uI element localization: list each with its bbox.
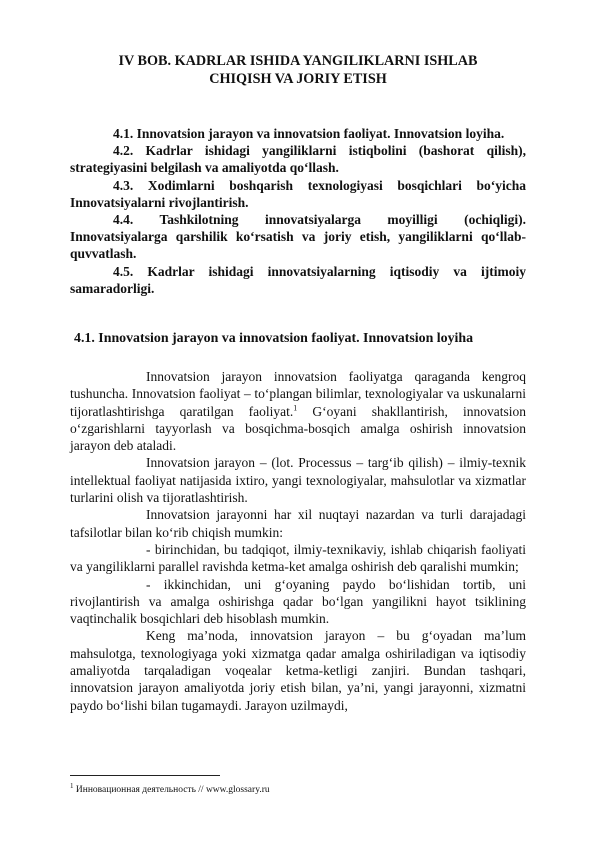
contents-item-4-2: 4.2. Kadrlar ishidagi yangiliklarni istiqbolini (bashorat qilish), strategiyasini belgilash va amaliyotda qo‘llash. [70,143,526,176]
section-body [70,368,526,714]
paragraph-5: - ikkinchidan, uni g‘oyaning paydo bo‘lishidan tortib, uni rivojlantirish va amalga oshirishga qadar bo‘lgan yangilikni hayot tsiklining vaqtinchalik bosqichlari deb hisoblash mumkin. [70,576,526,627]
paragraph-4: - birinchidan, bu tadqiqot, ilmiy-texnikaviy, ishlab chiqarish faoliyati va yangiliklarni parallel ravishda ketma-ket amalga oshirish deb qaralishi mumkin; [70,541,526,575]
paragraph-1-text-b: G‘oyani shakllantirish, innovatsion o‘zgarishlarni tayyorlash va bosqichma-bosqich amalga oshirish innovatsion jarayon deb ataladi. [70,403,526,454]
footnote-reference[interactable]: 1 [293,403,298,413]
contents-item-4-3: 4.3. Xodimlarni boshqarish texnologiyasi bosqichlari bo‘yicha Innovatsiyalarni rivojlantirish. [70,177,526,210]
paragraph-3: Innovatsion jarayonni har xil nuqtayi nazardan va turli darajadagi tafsilotlar bilan ko‘rib chiqish mumkin: [70,507,526,540]
chapter-title [70,52,526,88]
paragraph-2: Innovatsion jarayon – (lot. Processus – targ‘ib qilish) – ilmiy-texnik intellektual faoliyat natijasida ixtiro, yangi texnologiyalar, mahsulotlar va xizmatlar turlarini olish va tijoratlashtirish. [70,455,526,506]
chapter-title-line-1: IV BOB. KADRLAR ISHIDA YANGILIKLARNI ISHLAB [118,53,478,69]
footnote-divider [70,775,220,776]
contents-item-4-5: 4.5. Kadrlar ishidagi innovatsiyalarning iqtisodiy va ijtimoiy samaradorligi. [70,263,526,296]
contents-item-4-1: 4.1. Innovatsion jarayon va innovatsion faoliyat. Innovatsion loyiha. [113,126,505,141]
paragraph-6: Keng ma’noda, innovatsion jarayon – bu g‘oyadan ma’lum mahsulotga, texnologiyaga yoki xizmatga qadar amalga oshiriladigan va iqtisodiy amaliyotda tarqaladigan voqealar ketma-ketligi zanjiri. Bundan tashqari, innovatsion jarayon amaliyotda joriy etish bilan, ya’ni, yangi jarayonni, xizmatni paydo bo‘lishi bilan tugamaydi. Jarayon uzilmaydi, [70,628,526,713]
footnote-text: Инновационная деятельность // www.glossary.ru [73,785,270,796]
paragraph-1 [70,368,526,454]
paragraph-1-text-a: Innovatsion jarayon innovatsion faoliyatga qaraganda kengroq tushuncha. Innovatsion faoliyat – to‘plangan bilimlar, texnologiyalar va uskunalarni tijoratlashtirishga qaratilgan faoliyat. [70,369,526,419]
footnote [70,780,526,796]
chapter-contents [70,125,526,297]
contents-item-4-4: 4.4. Tashkilotning innovatsiyalarga moyilligi (ochiqligi). Innovatsiyalarga qarshilik ko‘rsatish va joriy etish, yangiliklarni qo‘llab-quvvatlash. [70,212,526,262]
chapter-title-line-2: CHIQISH VA JORIY ETISH [209,71,387,87]
footnote-mark: 1 [70,782,74,790]
section-heading: 4.1. Innovatsion jarayon va innovatsion faoliyat. Innovatsion loyiha [74,331,474,346]
